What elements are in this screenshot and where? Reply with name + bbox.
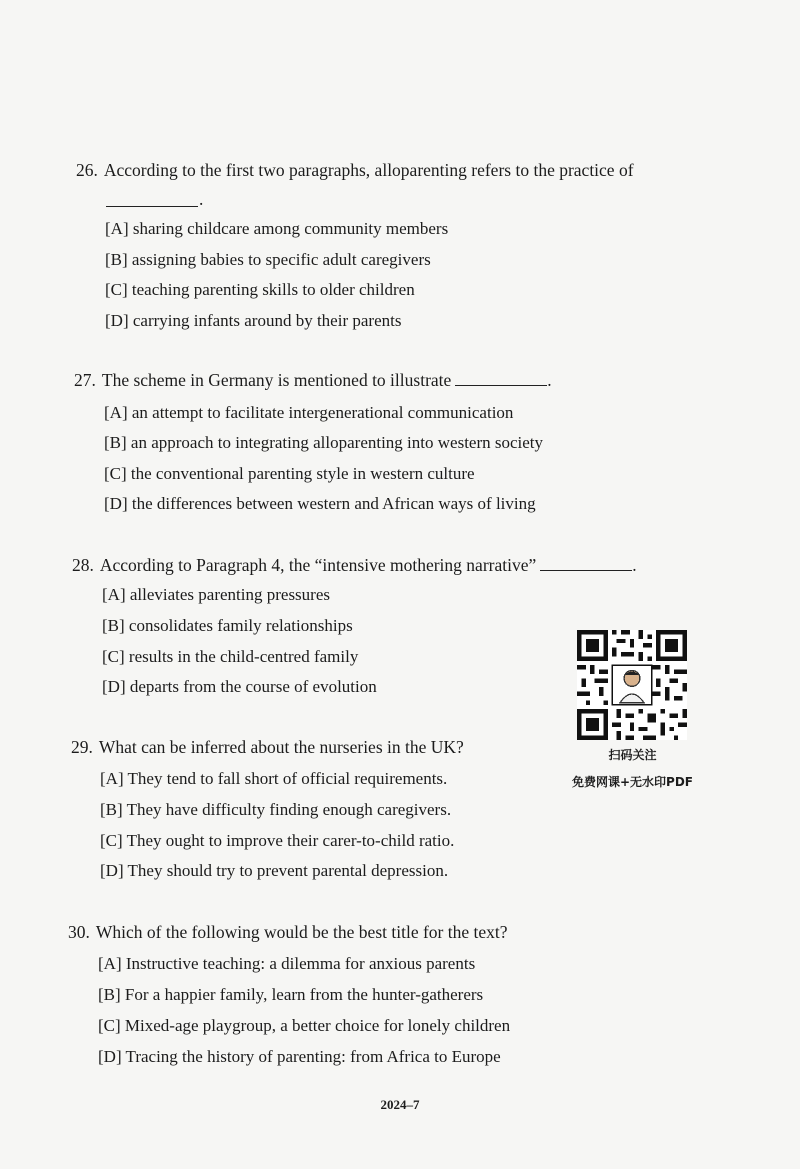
option-b: [B] consolidates family relationships [102,616,353,635]
question-text: What can be inferred about the nurseries in the UK? [98,737,464,757]
answer-period: . [632,555,637,575]
option-c: [C] Mixed-age playgroup, a better choice for lonely children [98,1016,511,1035]
question-stem [76,160,634,181]
answer-period: . [199,189,204,209]
option-c: [C] They ought to improve their carer-to-child ratio. [100,831,455,850]
question-number: 30. [68,922,90,942]
option-d: [D] Tracing the history of parenting: from Africa to Europe [98,1047,501,1066]
option-a: [A] alleviates parenting pressures [102,585,330,604]
question-number: 28. [72,555,94,575]
option-d: [D] They should try to prevent parental depression. [100,861,449,880]
option-b: [B] an approach to integrating alloparenting into western society [104,433,544,452]
page-number: 2024–7 [380,1097,420,1112]
question-text: According to the first two paragraphs, alloparenting refers to the practice of [103,160,634,180]
option-c: [C] teaching parenting skills to older children [105,280,415,299]
question-text: Which of the following would be the best title for the text? [95,922,508,942]
answer-period: . [547,370,552,390]
question-number: 26. [76,160,98,180]
option-b: [B] They have difficulty finding enough caregivers. [100,800,452,819]
answer-blank [106,205,198,207]
option-b: [B] assigning babies to specific adult caregivers [105,250,431,269]
option-a: [A] They tend to fall short of official requirements. [100,769,448,788]
answer-blank [455,371,547,386]
option-b: [B] For a happier family, learn from the hunter-gatherers [98,985,484,1004]
question-stem [68,922,508,943]
question-stem [74,370,552,391]
qr-caption: 扫码关注 [608,748,657,762]
option-a: [A] Instructive teaching: a dilemma for anxious parents [98,954,476,973]
option-a: [A] sharing childcare among community members [105,219,449,238]
option-c: [C] results in the child-centred family [102,647,359,666]
question-text: According to Paragraph 4, the “intensive mothering narrative” [99,555,537,575]
answer-blank [540,556,632,571]
question-number: 27. [74,370,96,390]
option-d: [D] departs from the course of evolution [102,677,377,696]
option-c: [C] the conventional parenting style in western culture [104,464,475,483]
option-d: [D] carrying infants around by their parents [105,311,402,330]
qr-caption: 免费网课+无水印PDF [571,775,693,789]
option-a: [A] an attempt to facilitate intergenerational communication [104,403,514,422]
question-number: 29. [71,737,93,757]
question-text: The scheme in Germany is mentioned to illustrate [101,370,452,390]
option-d: [D] the differences between western and African ways of living [104,494,536,513]
question-stem [71,737,464,758]
question-stem [72,555,637,576]
qr-code-icon[interactable] [577,630,687,740]
